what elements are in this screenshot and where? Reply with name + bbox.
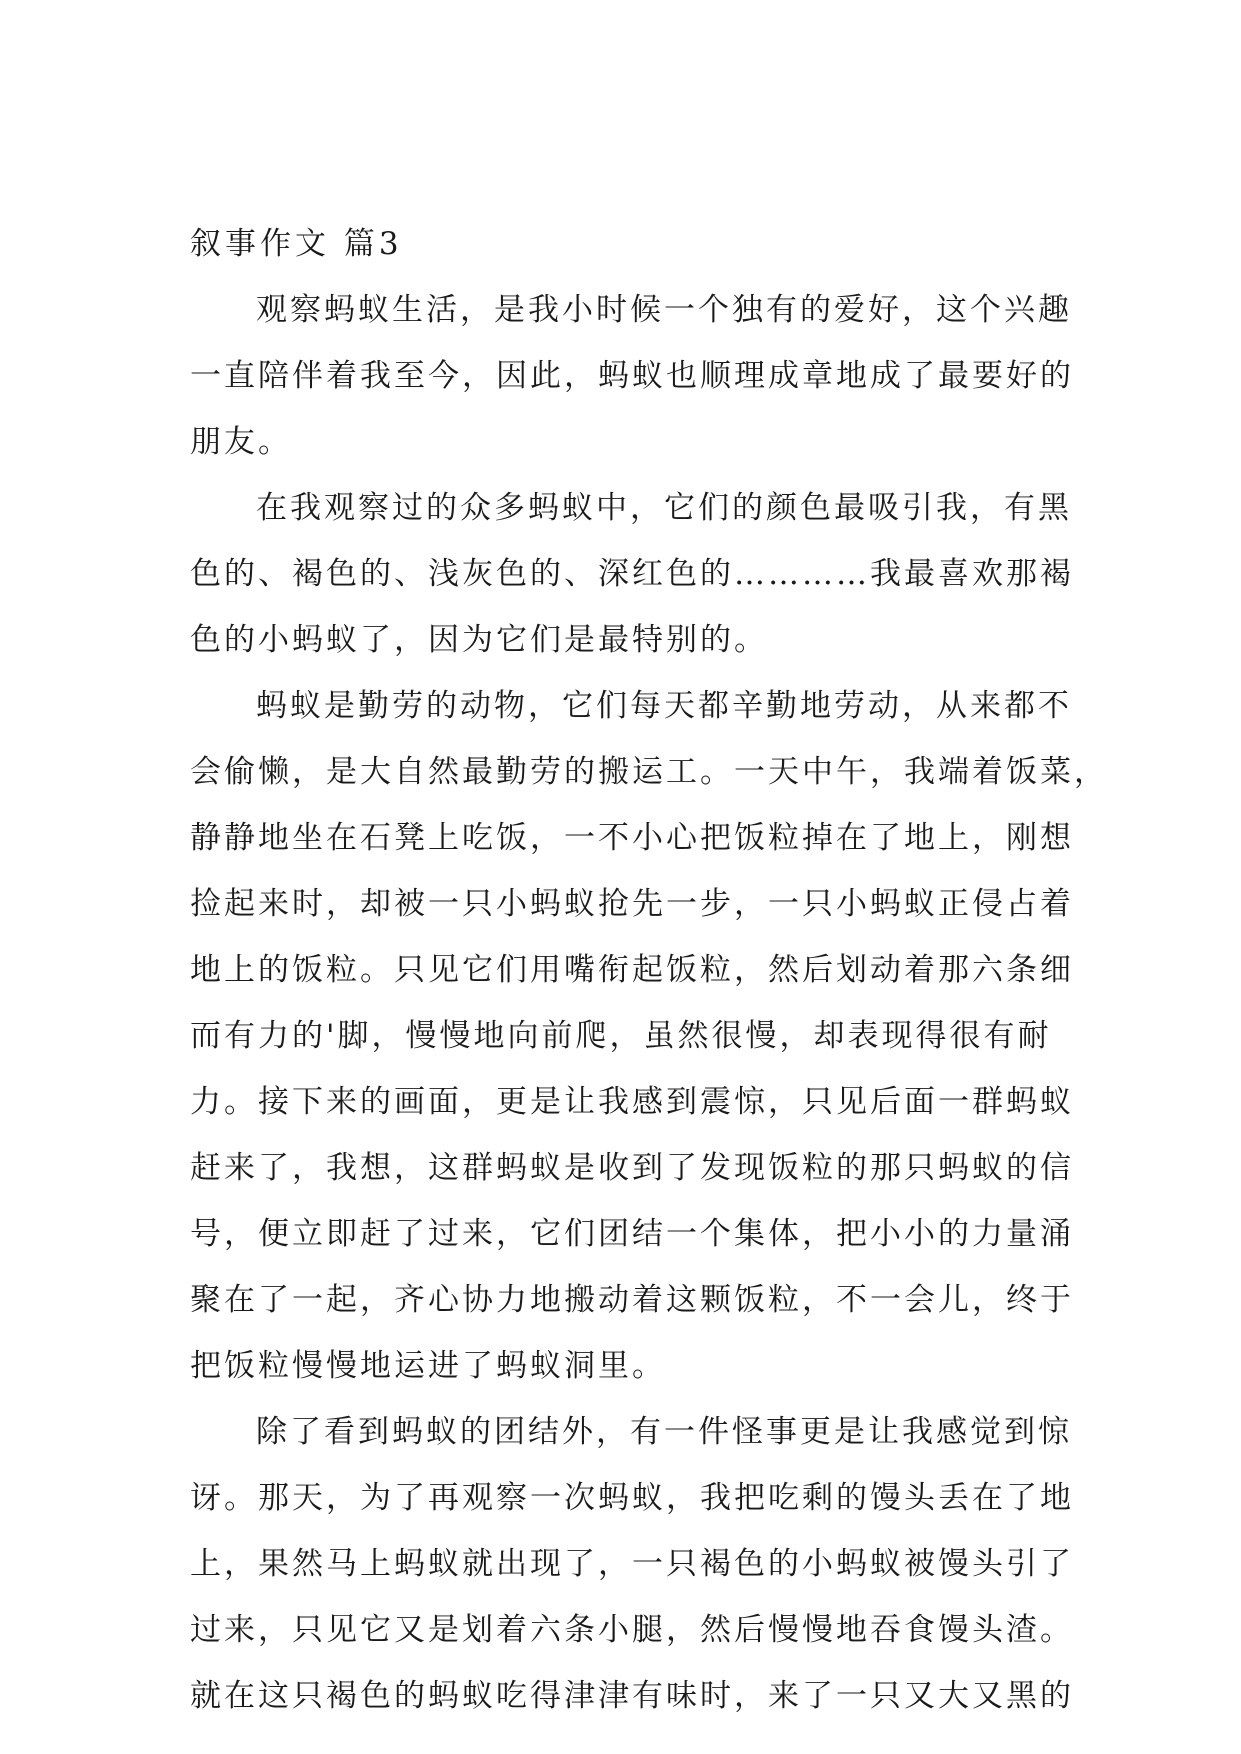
text-line: 色的、褐色的、浅灰色的、深红色的…………我最喜欢那褐	[190, 556, 1074, 592]
text-line: 除了看到蚂蚁的团结外，有一件怪事更是让我感觉到惊	[256, 1414, 1072, 1450]
text-line: 会偷懒，是大自然最勤劳的搬运工。一天中午，我端着饭菜，	[190, 754, 1108, 790]
text-line: 捡起来时，却被一只小蚂蚁抢先一步，一只小蚂蚁正侵占着	[190, 886, 1074, 922]
text-line: 赶来了，我想，这群蚂蚁是收到了发现饭粒的那只蚂蚁的信	[190, 1150, 1074, 1186]
text-line: 聚在了一起，齐心协力地搬动着这颗饭粒，不一会儿，终于	[190, 1282, 1074, 1318]
text-line: 而有力的'脚，慢慢地向前爬，虽然很慢，却表现得很有耐	[190, 1018, 1052, 1054]
text-line: 一直陪伴着我至今，因此，蚂蚁也顺理成章地成了最要好的	[190, 358, 1074, 394]
text-line: 朋友。	[190, 424, 292, 460]
essay-heading: 叙事作文 篇3	[190, 226, 403, 262]
text-line: 在我观察过的众多蚂蚁中，它们的颜色最吸引我，有黑	[256, 490, 1072, 526]
text-line: 把饭粒慢慢地运进了蚂蚁洞里。	[190, 1348, 666, 1384]
text-line: 蚂蚁是勤劳的动物，它们每天都辛勤地劳动，从来都不	[256, 688, 1072, 724]
text-line: 就在这只褐色的蚂蚁吃得津津有味时，来了一只又大又黑的	[190, 1678, 1074, 1714]
text-line: 静静地坐在石凳上吃饭，一不小心把饭粒掉在了地上，刚想	[190, 820, 1074, 856]
text-line: 号，便立即赶了过来，它们团结一个集体，把小小的力量涌	[190, 1216, 1074, 1252]
text-line: 上，果然马上蚂蚁就出现了，一只褐色的小蚂蚁被馒头引了	[190, 1546, 1074, 1582]
text-line: 色的小蚂蚁了，因为它们是最特别的。	[190, 622, 768, 658]
text-line: 观察蚂蚁生活，是我小时候一个独有的爱好，这个兴趣	[256, 292, 1072, 328]
text-line: 力。接下来的画面，更是让我感到震惊，只见后面一群蚂蚁	[190, 1084, 1074, 1120]
text-line: 讶。那天，为了再观察一次蚂蚁，我把吃剩的馒头丢在了地	[190, 1480, 1074, 1516]
text-line: 过来，只见它又是划着六条小腿，然后慢慢地吞食馒头渣。	[190, 1612, 1074, 1648]
text-line: 地上的饭粒。只见它们用嘴衔起饭粒，然后划动着那六条细	[190, 952, 1074, 988]
